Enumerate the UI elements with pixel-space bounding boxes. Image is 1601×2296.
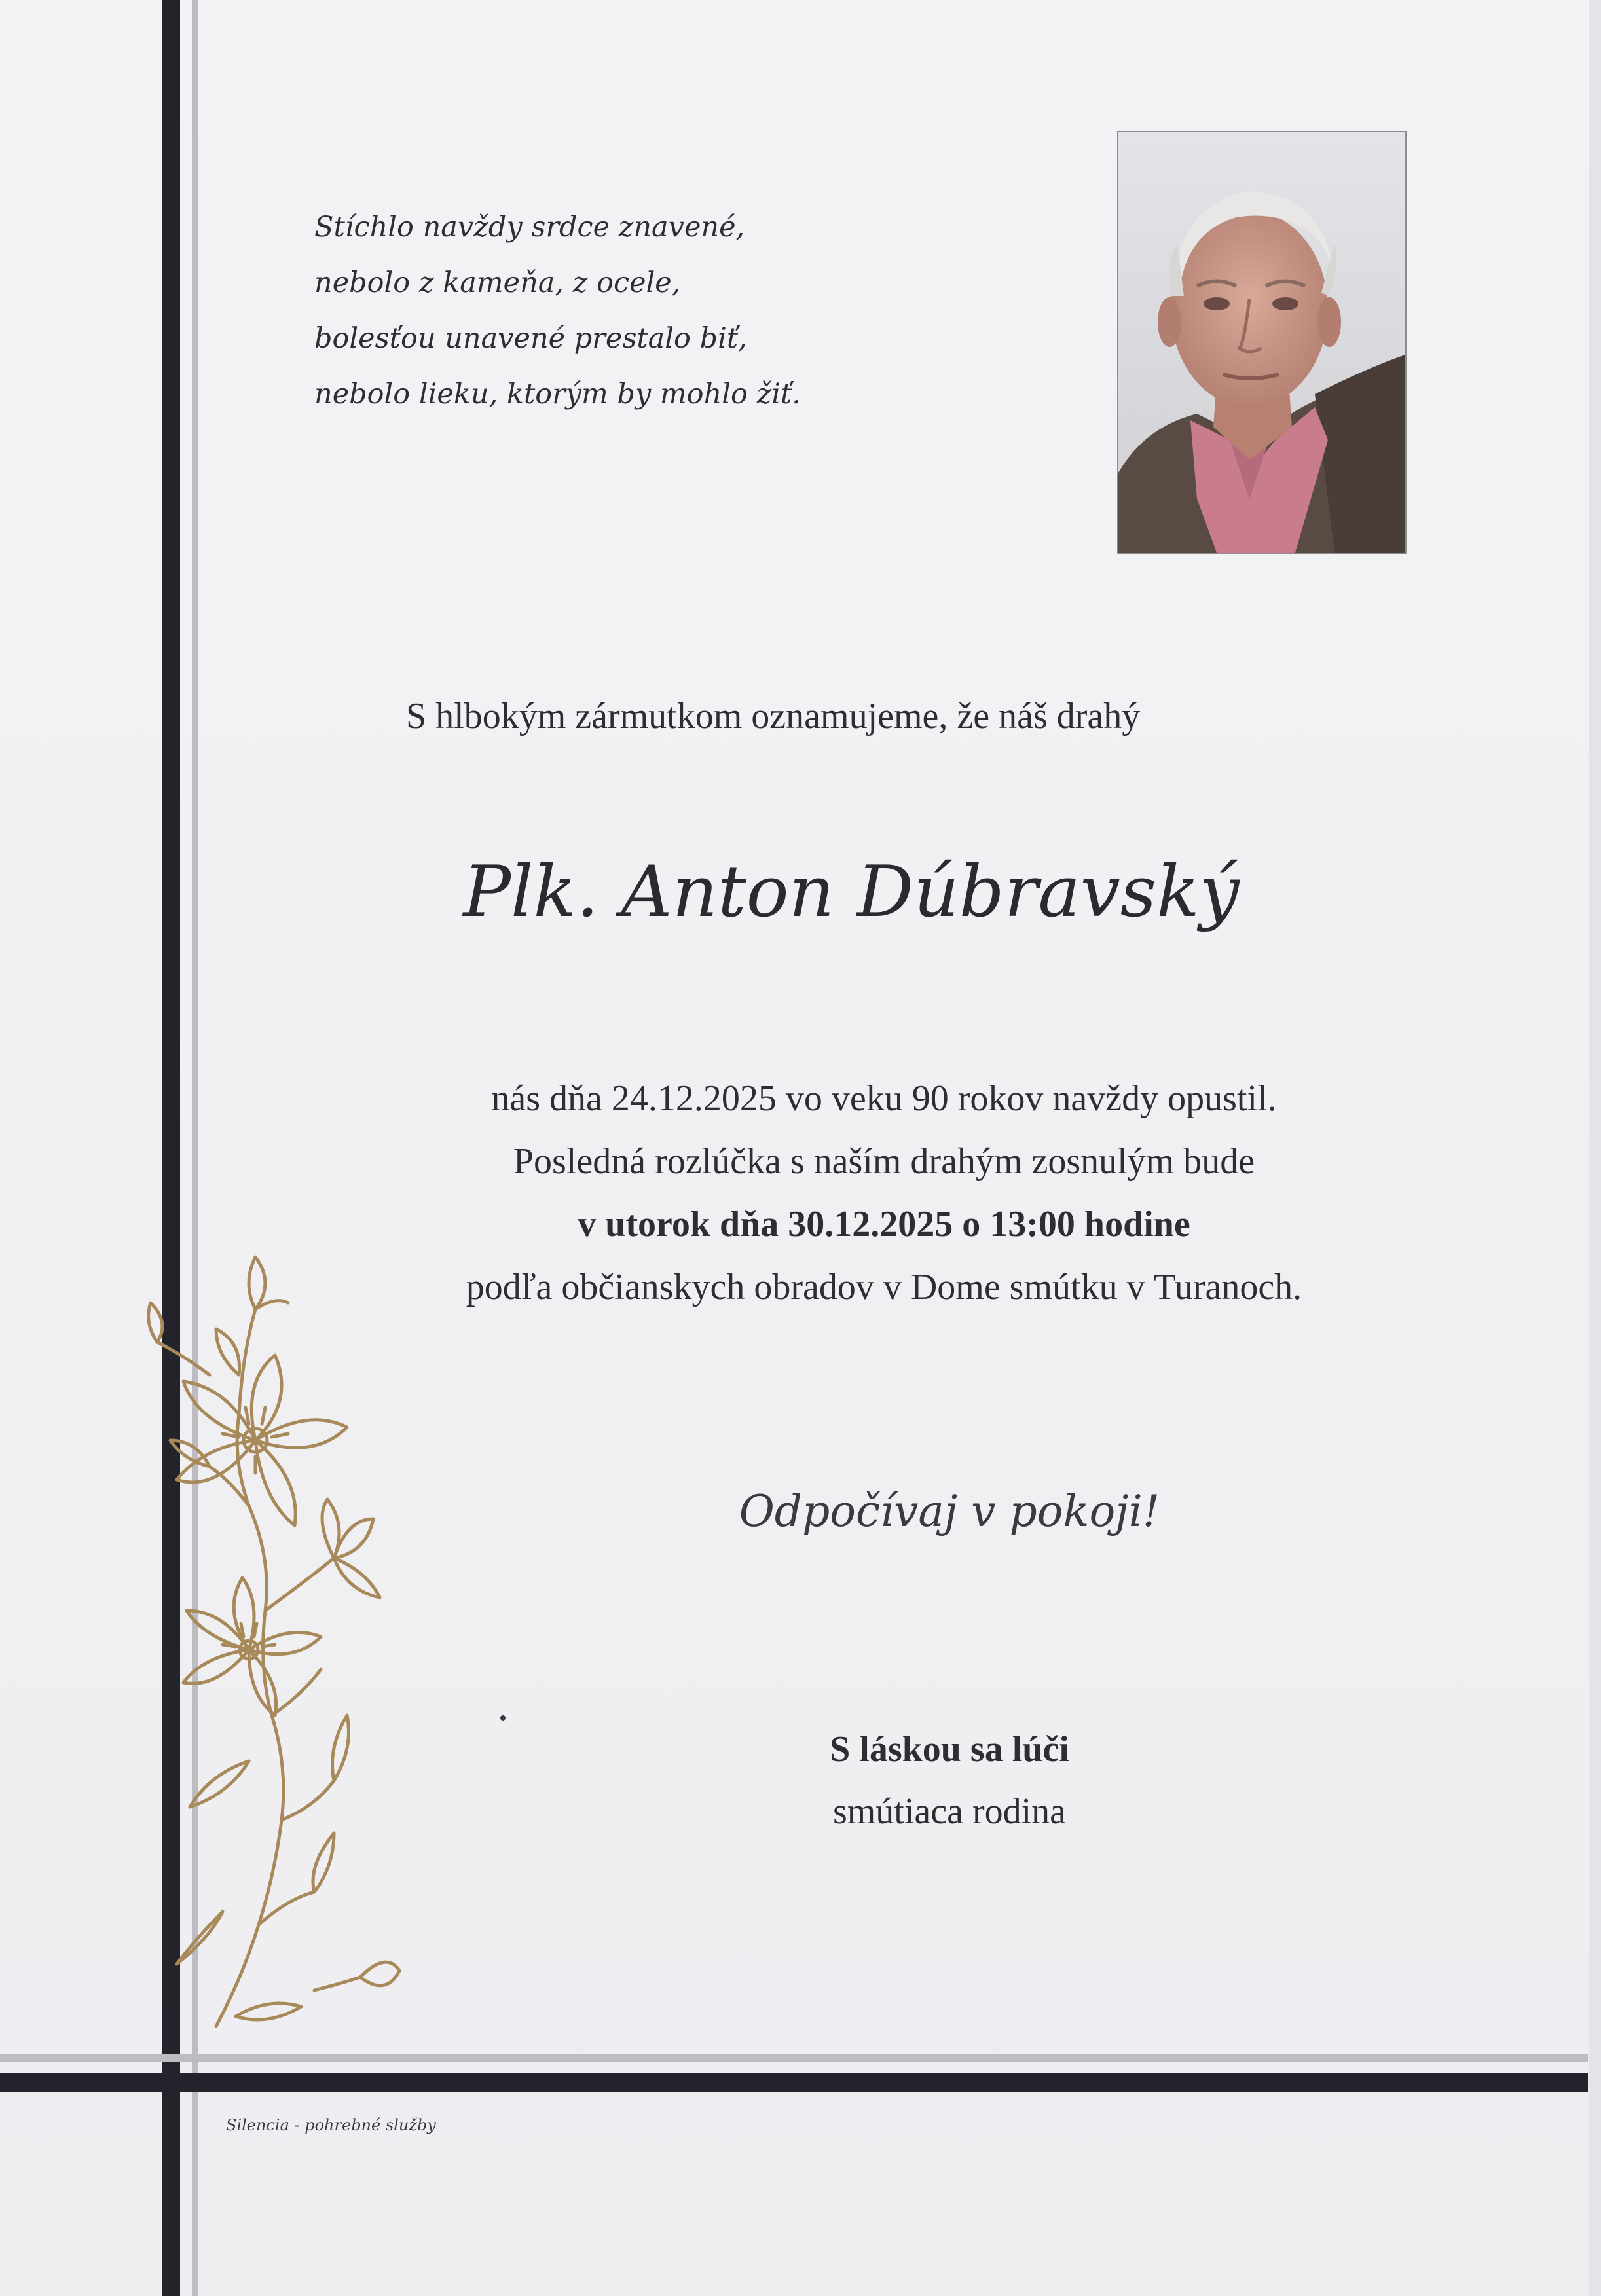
poem-line: Stíchlo navždy srdce znavené, xyxy=(314,211,745,244)
signature-bold: S láskou sa lúči xyxy=(830,1729,1069,1770)
paper-speck xyxy=(500,1715,506,1721)
flower-branch-icon xyxy=(118,1244,419,2056)
deceased-name: Plk. Anton Dúbravský xyxy=(463,851,1240,933)
frame-horizontal-dark-line xyxy=(0,2073,1588,2092)
ceremony-date-line: v utorok dňa 30.12.2025 o 13:00 hodine xyxy=(578,1204,1190,1245)
announcement-line: nás dňa 24.12.2025 vo veku 90 rokov navždy opustil. xyxy=(491,1078,1277,1119)
announcement-line: podľa občianskych obradov v Dome smútku v Turanoch. xyxy=(466,1267,1302,1307)
portrait-photo xyxy=(1117,131,1407,554)
poem-line: nebolo lieku, ktorým by mohlo žiť. xyxy=(314,378,801,410)
poem xyxy=(314,200,838,422)
poem-line: nebolo z kameňa, z ocele, xyxy=(314,266,681,299)
announcement-body xyxy=(360,1067,1408,1319)
page-edge xyxy=(1589,0,1601,2296)
announcement-line: Posledná rozlúčka s naším drahým zosnulým bude xyxy=(513,1141,1255,1182)
signature: smútiaca rodina xyxy=(832,1791,1067,1832)
poem-line: bolesťou unavené prestalo biť, xyxy=(314,322,747,355)
rest-in-peace: Odpočívaj v pokoji! xyxy=(739,1486,1160,1537)
announcement-intro: S hlbokým zármutkom oznamujeme, že náš drahý xyxy=(406,696,1141,737)
footer-credit: Silencia - pohrebné služby xyxy=(226,2116,436,2134)
portrait-photo-icon xyxy=(1118,132,1405,553)
